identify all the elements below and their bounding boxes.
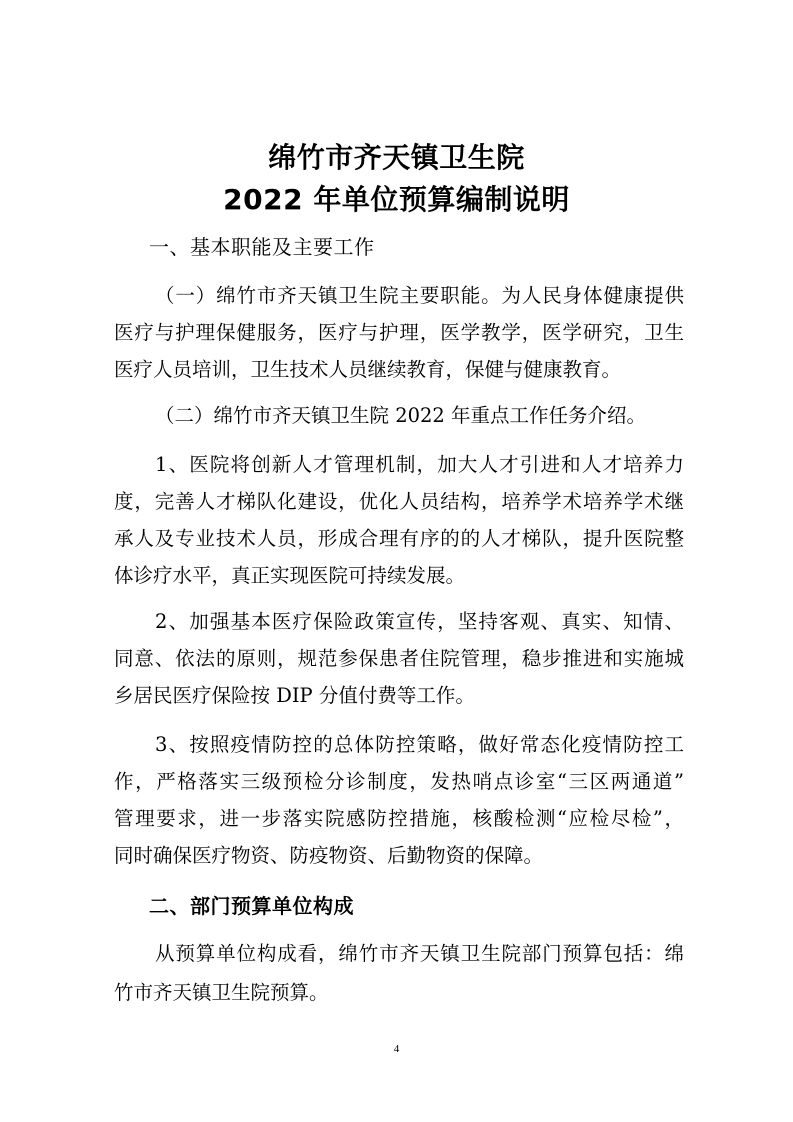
paragraph-line: 从预算单位构成看，绵竹市齐天镇卫生院部门预算包括：绵: [155, 942, 684, 965]
paragraph-line: 2、加强基本医疗保险政策宣传，坚持客观、真实、知情、: [155, 610, 684, 633]
paragraph-line: 体诊疗水平，真正实现医院可持续发展。: [114, 564, 466, 587]
paragraph-line: 承人及专业技术人员，形成合理有序的的人才梯队，提升医院整: [114, 527, 684, 550]
document-title-line1: 绵竹市齐天镇卫生院: [268, 141, 525, 174]
paragraph-line: 竹市齐天镇卫生院预算。: [114, 981, 329, 1004]
document-title-line2: 2022 年单位预算编制说明: [223, 183, 570, 216]
paragraph-line: 医疗与护理保健服务，医疗与护理，医学教学，医学研究，卫生: [114, 321, 684, 344]
paragraph-line: （二）绵竹市齐天镇卫生院 2022 年重点工作任务介绍。: [155, 404, 647, 427]
page-number: 4: [393, 1043, 400, 1055]
section2-heading: 二、部门预算单位构成: [149, 894, 354, 918]
paragraph-line: 管理要求，进一步落实院感防控措施，核酸检测“应检尽检”，: [114, 807, 684, 830]
section1-heading: 一、基本职能及主要工作: [149, 235, 375, 259]
paragraph-line: （一）绵竹市齐天镇卫生院主要职能。为人民身体健康提供: [155, 284, 684, 307]
paragraph-line: 同意、依法的原则，规范参保患者住院管理，稳步推进和实施城: [114, 647, 684, 670]
paragraph-line: 乡居民医疗保险按 DIP 分值付费等工作。: [114, 684, 475, 707]
paragraph-line: 作，严格落实三级预检分诊制度，发热哨点诊室“三区两通道”: [114, 770, 684, 793]
paragraph-line: 医疗人员培训，卫生技术人员继续教育，保健与健康教育。: [114, 358, 622, 381]
paragraph-line: 3、按照疫情防控的总体防控策略，做好常态化疫情防控工: [155, 733, 684, 756]
paragraph-line: 度，完善人才梯队化建设，优化人员结构，培养学术培养学术继: [114, 490, 684, 513]
paragraph-line: 1、医院将创新人才管理机制，加大人才引进和人才培养力: [155, 453, 684, 476]
paragraph-line: 同时确保医疗物资、防疫物资、后勤物资的保障。: [114, 844, 544, 867]
